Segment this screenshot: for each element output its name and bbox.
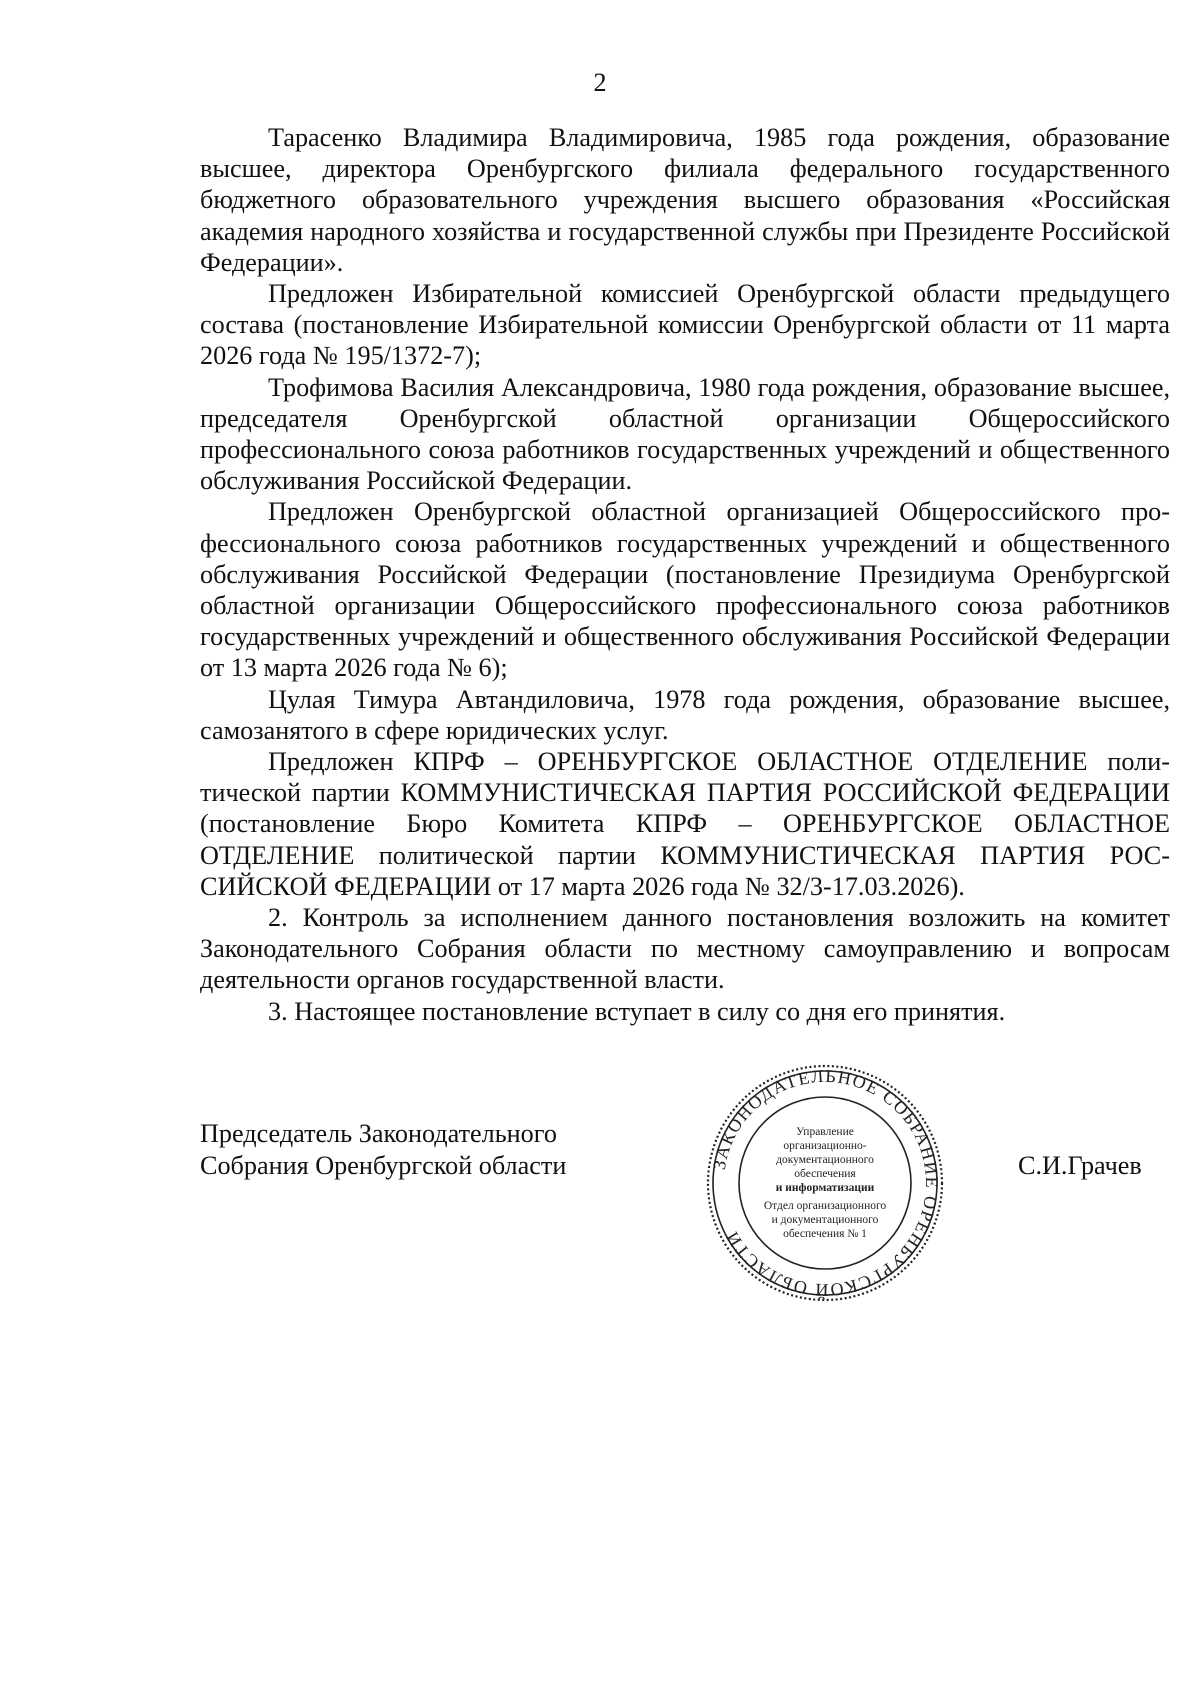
seal-line-8: обеспечения № 1 [783, 1228, 867, 1240]
seal-line-5: и информатизации [775, 1182, 875, 1194]
signatory-name: С.И.Грачев [1018, 1151, 1142, 1180]
seal-line-7: и документационного [771, 1214, 879, 1226]
seal-line-4: обеспечения [794, 1168, 856, 1180]
seal-line-2: организационно- [783, 1140, 867, 1152]
official-seal [705, 1063, 945, 1303]
paragraph-nominee-trofimov: Трофимова Василия Александровича, 1980 года рождения, образование высшее, председателя Оренбургской областной организации Общероссийского профессионального союза работников государственных учреждений и общественного обслуживания Российской Федерации. [200, 372, 1170, 496]
paragraph-proposer-trade-union: Предложен Оренбургской областной организацией Общероссийского профессионального союза работников государственных учреждений и общественного обслуживания Российской Федерации (постановление Президиума Оренбургской областной организации Общероссийского профессионального союза работников государственных учреждений и общественного обслуживания Российской Федерации от 13 марта 2026 года № 6); [200, 497, 1170, 683]
seal-line-3: документационного [776, 1154, 874, 1166]
paragraph-clause-3: 3. Настоящее постановление вступает в силу со дня его принятия. [268, 996, 1006, 1026]
signatory-title-line1: Председатель Законодательного [200, 1119, 557, 1148]
seal-graphic [705, 1063, 945, 1303]
paragraph-clause-2: 2. Контроль за исполнением данного постановления возложить на комитет Законодательного Собрания области по местному самоуправлению и вопросам деятельности органов государственной власти. [200, 903, 1170, 995]
seal-line-6: Отдел организационного [763, 1200, 887, 1212]
paragraph-nominee-tsulaya: Цулая Тимура Автандиловича, 1978 года рождения, образование высшее, самозанятого в сфере юридических услуг. [200, 684, 1170, 745]
signatory-title [200, 1118, 566, 1182]
seal-line-1: Управление [796, 1126, 854, 1138]
signatory-title-line2: Собрания Оренбургской области [200, 1151, 567, 1180]
document-body [200, 122, 1170, 1027]
page-number: 2 [593, 68, 607, 97]
paragraph-proposer-election-commission: Предложен Избирательной комиссией Оренбургской области предыдущего состава (постановление Избирательной комиссии Оренбургской области от 11 марта 2026 года № 195/1372-7); [200, 279, 1170, 371]
paragraph-nominee-tarasenko: Тарасенко Владимира Владимировича, 1985 года рождения, образование высшее, директора Оренбургского филиала федерального государственного бюджетного образовательного учреждения высшего образования «Российская академия народного хозяйства и государственной службы при Президенте Российской Федерации». [200, 123, 1170, 277]
seal-outer-text: ЗАКОНОДАТЕЛЬНОЕ СОБРАНИЕ ОРЕНБУРГСКОЙ ОБЛАСТИ [708, 1065, 943, 1301]
paragraph-proposer-kprf: Предложен КПРФ – ОРЕНБУРГСКОЕ ОБЛАСТНОЕ ОТДЕЛЕНИЕ политической партии КОММУНИСТИЧЕСКАЯ ПАРТИЯ РОССИЙСКОЙ ФЕДЕРАЦИИ (постановление Бюро Комитета КПРФ – ОРЕНБУРГСКОЕ ОБЛАСТНОЕ ОТДЕЛЕНИЕ политической партии КОММУНИСТИЧЕСКАЯ ПАРТИЯ РОССИЙСКОЙ ФЕДЕРАЦИИ от 17 марта 2026 года № 32/3-17.03.2026). [200, 747, 1170, 901]
